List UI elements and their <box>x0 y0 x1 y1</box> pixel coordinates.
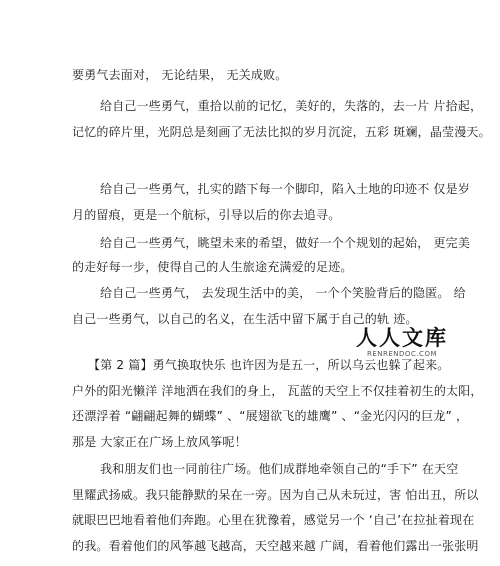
text-line: 要勇气去面对， 无论结果， 无关成败。 <box>72 68 288 82</box>
text-line: 给自己一些勇气，重拾以前的记忆，美好的，失落的，去一片 片拾起， <box>100 99 483 113</box>
text-line: 户外的阳光懒洋 洋地洒在我们的身上， 瓦蓝的天空上不仅挂着初生的太阳， <box>72 384 483 398</box>
text-line: 记忆的碎片里，光阴总是刻画了无法比拟的岁月沉淀，五彩 斑斓，晶莹漫天。 <box>72 125 491 139</box>
text-line: 月的留痕，更是一个航标，引导以后的你去追寻。 <box>72 208 341 222</box>
watermark-logo <box>352 326 452 358</box>
text-line: 那是 大家正在广场上放风筝呢！ <box>72 435 247 449</box>
text-line: 给自己一些勇气，眺望未来的希望，做好一个个规划的起始， 更完美 <box>100 236 471 250</box>
text-line: 还漂浮着 “翩翩起舞的蝴蝶” 、“展翅欲飞的雄鹰” 、“金光闪闪的巨龙” ， <box>72 409 469 423</box>
text-line: 的我。看着他们的风筝越飞越高，天空越来越 广阔，看着他们露出一张张明 <box>72 539 479 553</box>
text-line: 给自己一些勇气， 去发现生活中的美， 一个个笑脸背后的隐匿。 给 <box>100 286 466 300</box>
text-line: 就眼巴巴地看着他们奔跑。心里在犹豫着，感觉另一个 ‘自己’在拉扯着现在 <box>72 513 475 527</box>
text-line: 的走好每一步，使得自己的人生旅途充满爱的足迹。 <box>72 260 353 274</box>
text-line: 【第 2 篇】勇气换取快乐 也许因为是五一，所以乌云也躲了起来。 <box>88 358 450 372</box>
watermark-title: 人人文库 <box>356 325 448 350</box>
text-line: 我和朋友们也一同前往广场。他们成群地牵领自己的“手下” 在天空 <box>100 462 459 476</box>
text-line: 里耀武扬威。我只能静默的呆在一旁。因为自己从未玩过，害 怕出丑，所以 <box>72 488 479 502</box>
watermark-url: RENRENDOC.COM <box>367 350 437 358</box>
text-line: 给自己一些勇气，扎实的踏下每一个脚印，陷入土地的印迹不 仅是岁 <box>100 182 471 196</box>
text-line: 自己一些勇气，以自己的名义，在生活中留下属于自己的轨 迹。 <box>72 312 418 326</box>
